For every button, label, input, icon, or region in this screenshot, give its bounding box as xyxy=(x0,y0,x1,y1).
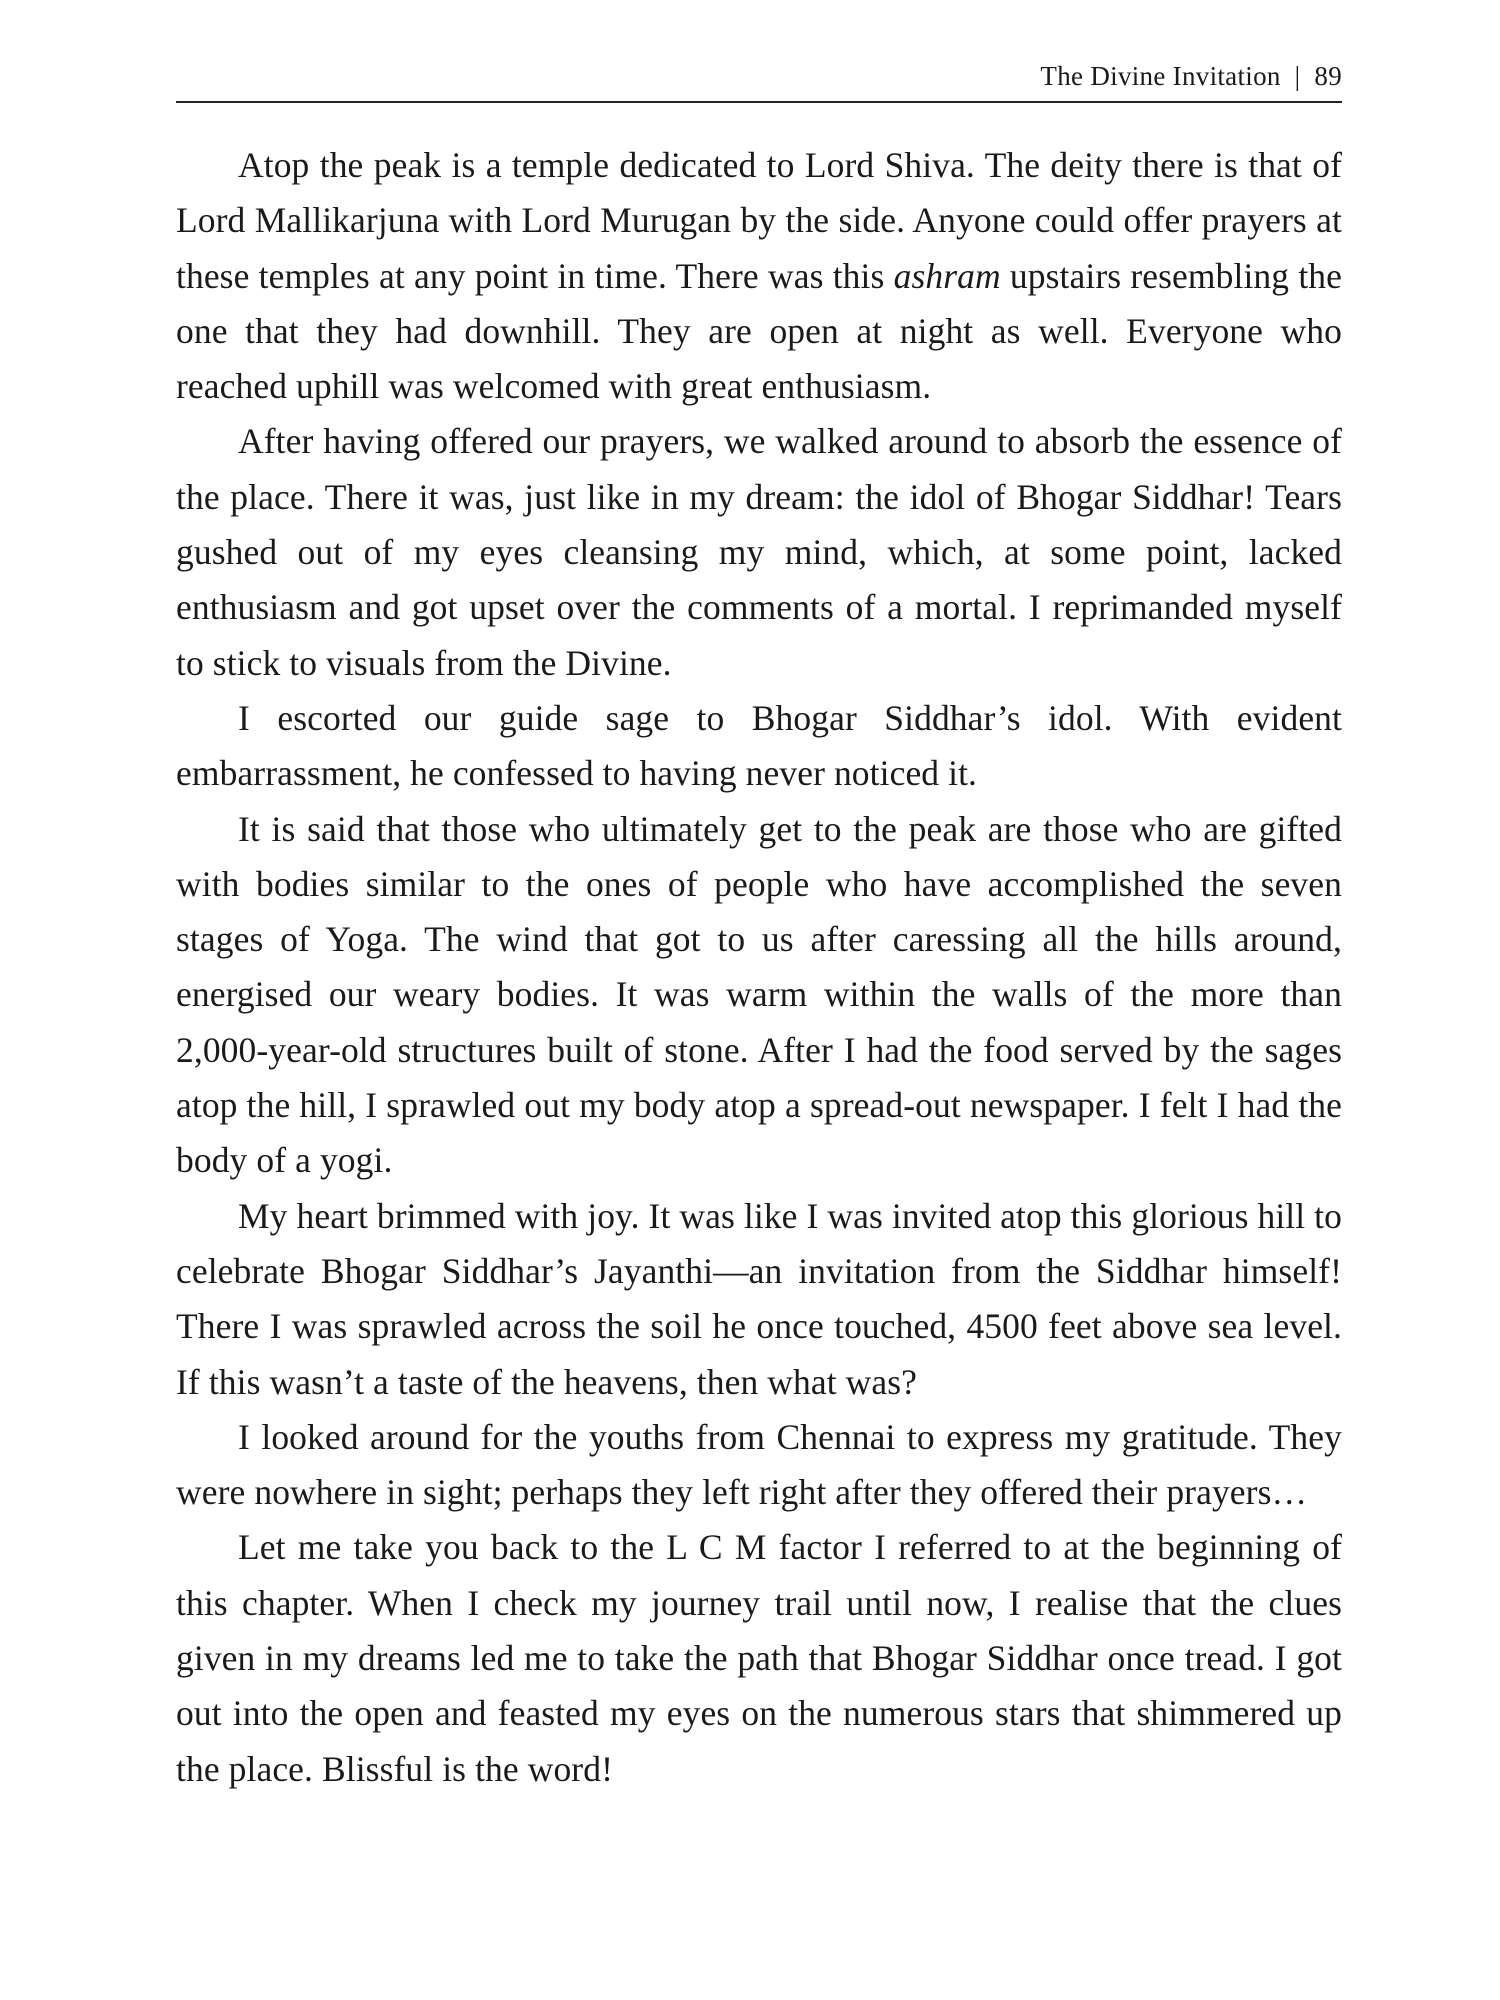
paragraph-7: Let me take you back to the L C M factor I referred to at the beginning of this chapter. When I check my journey trail until now, I realise that the clues given in my dreams led me to take the path that Bhogar Siddhar once tread. I got out into the open and feasted my eyes on the numerous stars that shimmered up the place. Blissful is the word! xyxy=(176,1527,1342,1789)
paragraph-4: It is said that those who ultimately get to the peak are those who are gifted with bodies similar to the ones of people who have accomplished the seven stages of Yoga. The wind that got to us after caressing all the hills around, energised our weary bodies. It was warm within the walls of the more than 2,000-year-old structures built of stone. After I had the food served by the sages atop the hill, I sprawled out my body atop a spread-out newspaper. I felt I had the body of a yogi. xyxy=(176,808,1342,1181)
page-number: 89 xyxy=(1314,61,1342,91)
paragraph-1-part-1: Atop the peak is a temple dedicated to Lord Shiva. The deity there is that of Lord Mallikarjuna with Lord Murugan by the side. Anyone could offer prayers at these temples at any point in time. There was this xyxy=(176,145,1342,296)
paragraph-5: My heart brimmed with joy. It was like I was invited atop this glorious hill to celebrate Bhogar Siddhar’s Jayanthi—an invitation from the Siddhar himself! There I was sprawled across the soil he once touched, 4500 feet above sea level. If this wasn’t a taste of the heavens, then what was? xyxy=(176,1195,1342,1402)
paragraph-1 xyxy=(176,138,1342,414)
running-head xyxy=(176,58,1342,94)
body-text xyxy=(176,138,1342,1797)
paragraph-2: After having offered our prayers, we walked around to absorb the essence of the place. There it was, just like in my dream: the idol of Bhogar Siddhar! Tears gushed out of my eyes cleansing my mind, which, at some point, lacked enthusiasm and got upset over the comments of a mortal. I reprimanded myself to stick to visuals from the Divine. xyxy=(176,421,1342,683)
paragraph-1-part-2: upstairs resembling the one that they had downhill. They are open at night as well. Everyone who reached uphill was welcomed with great enthusiasm. xyxy=(176,255,1342,407)
header-rule xyxy=(176,101,1342,103)
paragraph-3: I escorted our guide sage to Bhogar Siddhar’s idol. With evident embarrassment, he confessed to having never noticed it. xyxy=(176,697,1342,794)
paragraph-1-emphasis: ashram xyxy=(893,255,1001,296)
chapter-title: The Divine Invitation xyxy=(1040,61,1281,91)
paragraph-6: I looked around for the youths from Chennai to express my gratitude. They were nowhere in sight; perhaps they left right after they offered their prayers… xyxy=(176,1416,1342,1513)
header-separator: | xyxy=(1294,61,1301,91)
